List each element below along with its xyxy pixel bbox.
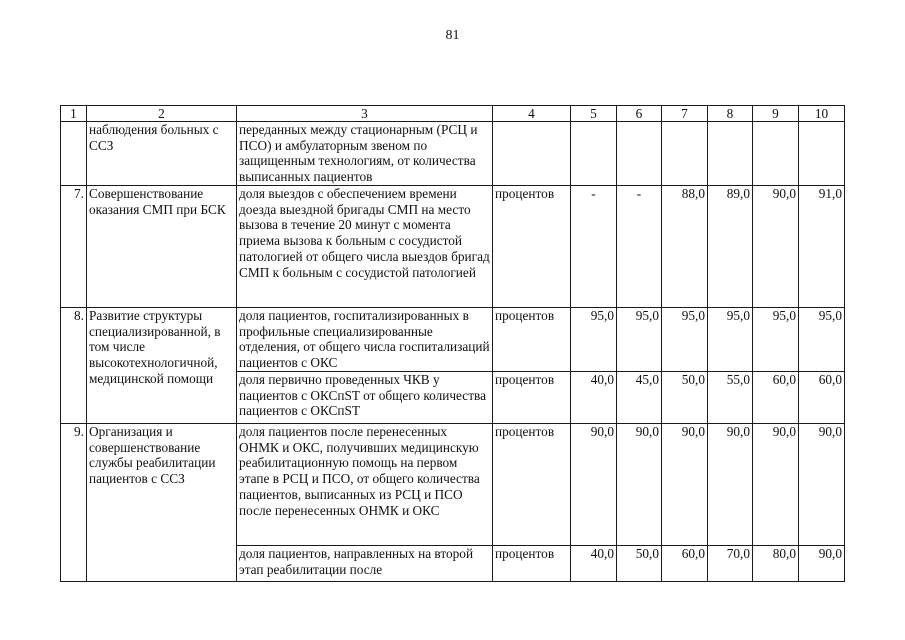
activity-cell: Развитие структуры специализированной, в том числе высокотехнологичной, медицинской помощи [87, 308, 237, 424]
value-cell: 95,0 [571, 308, 617, 372]
table-row [61, 122, 845, 186]
value-cell: 91,0 [799, 186, 845, 308]
header-row [61, 106, 845, 122]
value-cell [662, 122, 708, 186]
header-cell: 6 [617, 106, 662, 122]
header-cell: 10 [799, 106, 845, 122]
value-cell: 90,0 [753, 186, 799, 308]
value-cell [708, 122, 753, 186]
value-cell: 89,0 [708, 186, 753, 308]
value-cell: 60,0 [753, 372, 799, 424]
activity-cell: Совершенствование оказания СМП при БСК [87, 186, 237, 308]
value-cell: 90,0 [571, 424, 617, 546]
value-cell [617, 122, 662, 186]
table-row [61, 186, 845, 308]
header-cell: 9 [753, 106, 799, 122]
value-cell: 70,0 [708, 546, 753, 582]
row-number-cell: 7. [61, 186, 87, 308]
value-cell [571, 122, 617, 186]
value-cell: 95,0 [708, 308, 753, 372]
row-number-cell: 8. [61, 308, 87, 424]
unit-cell [493, 122, 571, 186]
value-cell: 88,0 [662, 186, 708, 308]
value-cell: 95,0 [662, 308, 708, 372]
activity-cell: наблюдения больных с ССЗ [87, 122, 237, 186]
header-cell: 2 [87, 106, 237, 122]
indicator-cell: доля пациентов, направленных на второй этап реабилитации после [237, 546, 493, 582]
value-cell: 95,0 [753, 308, 799, 372]
value-cell: 40,0 [571, 372, 617, 424]
page-number: 81 [445, 28, 460, 43]
table-row [61, 424, 845, 546]
value-cell: 90,0 [662, 424, 708, 546]
value-cell [753, 122, 799, 186]
row-number-cell [61, 122, 87, 186]
value-cell: 50,0 [662, 372, 708, 424]
value-cell: 95,0 [617, 308, 662, 372]
header-cell: 3 [237, 106, 493, 122]
unit-cell: процентов [493, 372, 571, 424]
value-cell: 55,0 [708, 372, 753, 424]
value-cell: 95,0 [799, 308, 845, 372]
value-cell: 90,0 [799, 546, 845, 582]
value-cell: 90,0 [708, 424, 753, 546]
value-cell: 90,0 [799, 424, 845, 546]
indicators-table [60, 105, 845, 582]
unit-cell: процентов [493, 424, 571, 546]
value-cell: 90,0 [753, 424, 799, 546]
header-cell: 7 [662, 106, 708, 122]
indicator-cell: доля пациентов после перенесенных ОНМК и ОКС, получивших медицинскую реабилитационную помощь на первом этапе в РСЦ и ПСО, от общего количества пациентов, выписанных из РСЦ и ПСО после перенесенных ОНМК и ОКС [237, 424, 493, 546]
value-cell: - [571, 186, 617, 308]
header-cell: 4 [493, 106, 571, 122]
value-cell: 60,0 [662, 546, 708, 582]
unit-cell: процентов [493, 546, 571, 582]
value-cell [799, 122, 845, 186]
value-cell: - [617, 186, 662, 308]
indicator-cell: доля первично проведенных ЧКВ у пациентов с ОКСпST от общего количества пациентов с ОКСпST [237, 372, 493, 424]
unit-cell: процентов [493, 186, 571, 308]
value-cell: 50,0 [617, 546, 662, 582]
table-row [61, 308, 845, 372]
row-number-cell: 9. [61, 424, 87, 582]
activity-cell: Организация и совершенствование службы реабилитации пациентов с ССЗ [87, 424, 237, 582]
header-cell: 8 [708, 106, 753, 122]
indicator-cell: доля выездов с обеспечением времени доезда выездной бригады СМП на место вызова в течение 20 минут с момента приема вызова к больным с сосудистой патологией от общего числа выездов бригад СМП к больным с сосудистой патологией [237, 186, 493, 308]
indicator-cell: доля пациентов, госпитализированных в профильные специализированные отделения, от общего числа госпитализаций пациентов с ОКС [237, 308, 493, 372]
indicator-cell: переданных между стационарным (РСЦ и ПСО) и амбулаторным звеном по защищенным технологиям, от количества выписанных пациентов [237, 122, 493, 186]
value-cell: 60,0 [799, 372, 845, 424]
unit-cell: процентов [493, 308, 571, 372]
value-cell: 45,0 [617, 372, 662, 424]
value-cell: 40,0 [571, 546, 617, 582]
value-cell: 90,0 [617, 424, 662, 546]
value-cell: 80,0 [753, 546, 799, 582]
header-cell: 5 [571, 106, 617, 122]
header-cell: 1 [61, 106, 87, 122]
